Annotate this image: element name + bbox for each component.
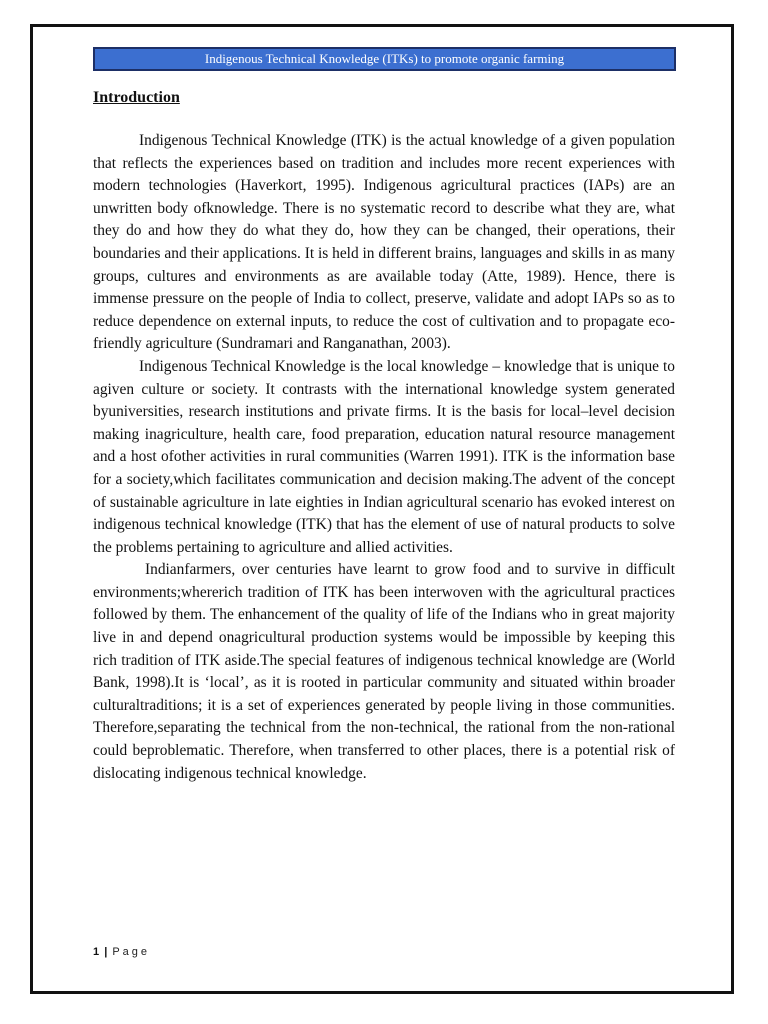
footer-separator: | bbox=[104, 946, 108, 958]
paragraph-2: Indigenous Technical Knowledge is the local knowledge – knowledge that is unique to agiven culture or society. It contrasts with the international knowledge system generated byuniversities, research institutions and private firms. It is the basis for local–level decision making inagriculture, health care, food preparation, education natural resource management and a host ofother activities in rural communities (Warren 1991). ITK is the information base for a society,which facilitates communication and decision making.The advent of the concept of sustainable agriculture in late eighties in Indian agricultural scenario has evoked interest on indigenous technical knowledge (ITK) that has the element of use of natural products to solve the problems pertaining to agriculture and allied activities. bbox=[93, 357, 675, 556]
page-footer bbox=[93, 945, 150, 959]
paragraph-1: Indigenous Technical Knowledge (ITK) is the actual knowledge of a given population that reflects the experiences based on tradition and includes more recent experiences with modern technologies (Haverkort, 1995). Indigenous agricultural practices (IAPs) are an unwritten body ofknowledge. There is no systematic record to describe what they are, what they do and how they do what they do, how they can be changed, their operations, their boundaries and their applications. It is held in different brains, languages and skills in as many groups, cultures and environments as are available today (Atte, 1989). Hence, there is immense pressure on the people of India to collect, preserve, validate and adopt IAPs so as to reduce dependence on external inputs, to reduce the cost of cultivation and to propagate eco-friendly agriculture (Sundramari and Ranganathan, 2003). bbox=[93, 132, 675, 353]
page-number: 1 bbox=[93, 946, 100, 958]
section-heading: Introduction bbox=[93, 89, 180, 106]
document-title-banner bbox=[93, 47, 676, 71]
body-text bbox=[93, 130, 675, 785]
document-title: Indigenous Technical Knowledge (ITKs) to promote organic farming bbox=[204, 51, 565, 66]
page-label: Page bbox=[112, 946, 151, 958]
paragraph-3: Indianfarmers, over centuries have learnt to grow food and to survive in difficult environments;whererich tradition of ITK has been interwoven with the agricultural practices followed by them. The enhancement of the quality of life of the Indians who in great majority live in and depend onagricultural production systems would be impossible by keeping this rich tradition of ITK aside.The special features of indigenous technical knowledge are (World Bank, 1998).It is ‘local’, as it is rooted in particular community and situated within broader culturaltraditions; it is a set of experiences generated by people living in those communities. Therefore,separating the technical from the non-technical, the rational from the non-rational could beproblematic. Therefore, when transferred to other places, there is a potential risk of dislocating indigenous technical knowledge. bbox=[93, 561, 675, 782]
